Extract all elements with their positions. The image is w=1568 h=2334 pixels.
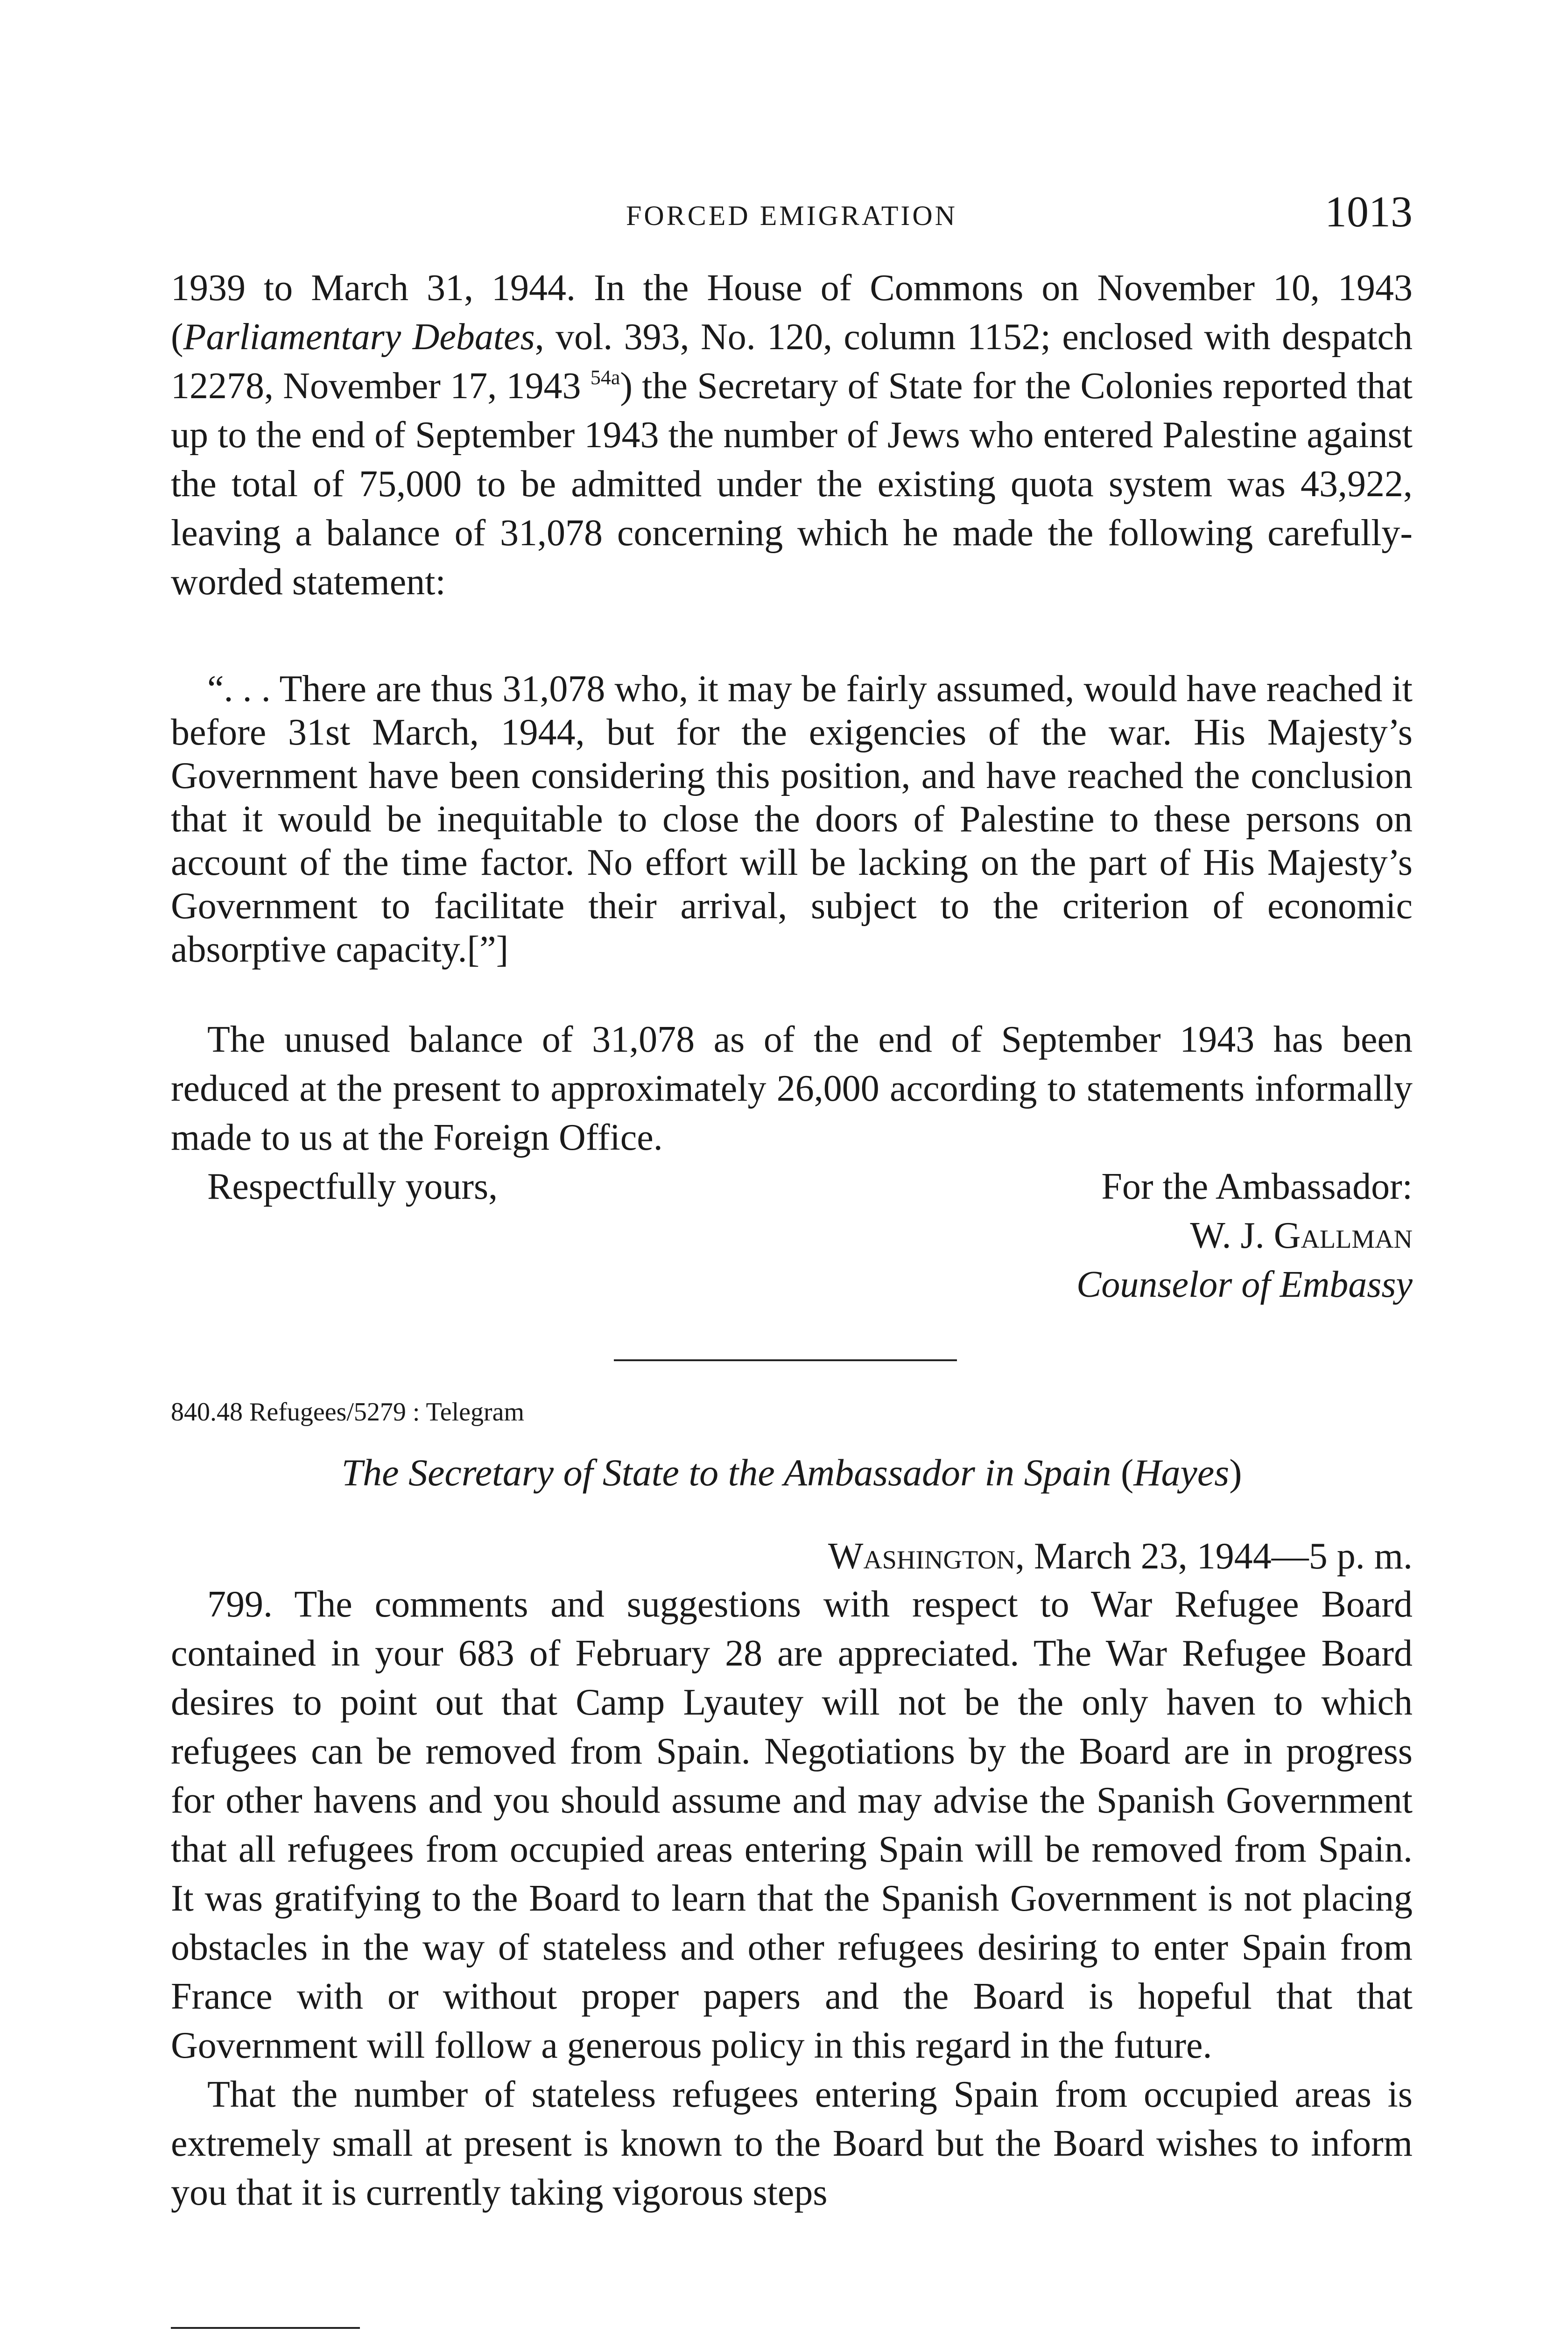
footnote-reference: 54a [590,366,620,389]
closing-row [171,1162,1413,1211]
intro-text-3: ) the Secretary of State for the Colonies reported that up to the end of September 1943 the number of Jews who entered Palestine against the total of 75,000 to be admitted under the existing quota system was 43,922, leaving a balance of 31,078 concerning which he made the following carefully-worded statement: [171,366,1413,603]
intro-text-2: , vol. 393, No. 120, column 1152; enclosed with despatch 12278, November 17, 1943 [171,316,1413,407]
footnote-divider [171,2327,360,2329]
file-reference: 840.48 Refugees/5279 : Telegram [171,1398,525,1427]
balance-block [171,1015,1413,1162]
intro-text-1: 1939 to March 31, 1944. In the House of Commons on November 10, 1943 ( [171,267,1413,358]
dateline-place: Washington [828,1536,1015,1577]
document-title-paren-open: ( [1111,1451,1134,1494]
complimentary-close: Respectfully yours, [207,1166,498,1207]
for-ambassador-line: For the Ambassador: [1101,1166,1413,1207]
signer-name: W. J. Gallman [1190,1215,1413,1256]
quotation-paragraph: “. . . There are thus 31,078 who, it may be fairly assumed, would have reached it before 31st March, 1944, but for the exigencies of the war. His Majesty’s Government have been considering this position, and have reached the conclusion that it would be inequitable to close the doors of Palestine to these persons on account of the time factor. No effort will be lacking on the part of His Majesty’s Government to facilitate their arrival, subject to the criterion of economic absorptive capacity.[”] [171,668,1413,970]
document-title [171,1448,1413,1497]
closing-block [171,1162,1413,1309]
quotation-block [171,668,1413,971]
telegram-body [171,1580,1413,2217]
balance-paragraph: The unused balance of 31,078 as of the end of September 1943 has been reduced at the present to approximately 26,000 according to statements informally made to us at the Foreign Office. [171,1019,1413,1158]
intro-publication-title: Parliamentary Debates [183,316,535,358]
telegram-header [171,1396,1413,1581]
telegram-paragraph-1: 799. The comments and suggestions with respect to War Refugee Board contained in your 683 of February 28 are appreciated. The War Refugee Board desires to point out that Camp Lyautey will not be the only haven to which refugees can be removed from Spain. Negotiations by the Board are in progress for other havens and you should assume and may advise the Spanish Government that all refugees from occupied areas entering Spain will be removed from Spain. It was gratifying to the Board to learn that the Spanish Government is not placing obstacles in the way of stateless and other refugees desiring to enter Spain from France with or without proper papers and the Board is hopeful that that Government will follow a generous policy in this regard in the future. [171,1584,1413,2066]
dateline-date: , March 23, 1944—5 p. m. [1015,1536,1413,1577]
dateline [171,1532,1413,1581]
intro-block [171,264,1413,607]
running-head [171,187,1413,243]
document-title-ambassador: Hayes [1133,1451,1230,1494]
document-title-paren-close: ) [1229,1451,1242,1494]
document-title-main: The Secretary of State to the Ambassador in Spain [341,1451,1111,1494]
telegram-paragraph-2: That the number of stateless refugees entering Spain from occupied areas is extremely small at present is known to the Board but the Board wishes to inform you that it is currently taking vigorous steps [171,2074,1413,2213]
section-divider [614,1359,957,1361]
intro-paragraph [171,264,1413,607]
running-title: FORCED EMIGRATION [626,200,958,231]
signer-title: Counselor of Embassy [1076,1264,1413,1305]
page-number: 1013 [1325,188,1413,236]
